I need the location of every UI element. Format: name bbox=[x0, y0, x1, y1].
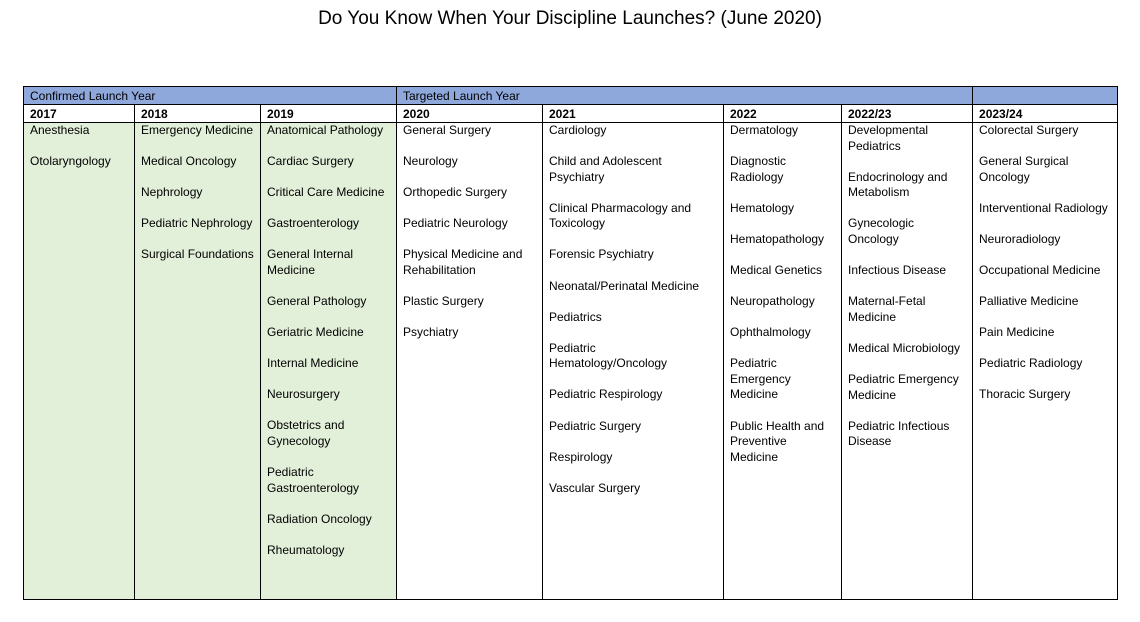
discipline-item: Otolaryngology bbox=[30, 154, 111, 169]
discipline-item: Endocrinology and Metabolism bbox=[848, 169, 948, 200]
discipline-item: Neuroradiology bbox=[979, 231, 1061, 246]
year-header: 2023/24 bbox=[973, 105, 1118, 123]
discipline-column-2020 bbox=[397, 123, 543, 600]
discipline-item: General Pathology bbox=[267, 294, 367, 309]
discipline-column-2018 bbox=[135, 123, 261, 600]
discipline-item: Pediatric Gastroenterology bbox=[267, 465, 360, 495]
discipline-item: Pediatric Hematology/Oncology bbox=[549, 340, 668, 371]
year-header: 2020 bbox=[397, 105, 543, 123]
discipline-item: Pediatric Surgery bbox=[549, 418, 642, 433]
discipline-item: Developmental Pediatrics bbox=[848, 123, 929, 153]
discipline-item: Pediatric Respirology bbox=[549, 387, 663, 402]
discipline-item: Plastic Surgery bbox=[403, 294, 484, 309]
discipline-item: General Internal Medicine bbox=[267, 247, 354, 277]
year-header: 2017 bbox=[24, 105, 135, 123]
discipline-item: Nephrology bbox=[141, 185, 203, 200]
discipline-item: Surgical Foundations bbox=[141, 247, 254, 262]
discipline-item: Medical Genetics bbox=[730, 262, 823, 277]
empty-group-header bbox=[973, 87, 1118, 105]
discipline-item: Occupational Medicine bbox=[979, 262, 1101, 277]
discipline-column-2022 bbox=[724, 123, 842, 600]
discipline-item: Medical Oncology bbox=[141, 154, 237, 169]
discipline-item: Vascular Surgery bbox=[549, 480, 641, 495]
discipline-item: Hematology bbox=[730, 200, 795, 215]
discipline-item: Orthopedic Surgery bbox=[403, 185, 508, 200]
discipline-item: Anesthesia bbox=[30, 123, 90, 137]
year-header: 2022 bbox=[724, 105, 842, 123]
discipline-item: Pediatric Emergency Medicine bbox=[730, 356, 791, 402]
discipline-item: Critical Care Medicine bbox=[267, 185, 385, 200]
discipline-item: General Surgery bbox=[403, 123, 492, 137]
discipline-item: General Surgical Oncology bbox=[979, 154, 1069, 184]
discipline-item: Cardiac Surgery bbox=[267, 154, 354, 169]
discipline-item: Rheumatology bbox=[267, 542, 345, 557]
discipline-item: Gastroenterology bbox=[267, 216, 360, 231]
discipline-item: Anatomical Pathology bbox=[267, 123, 384, 137]
discipline-column-2017 bbox=[24, 123, 135, 600]
discipline-item: Respirology bbox=[549, 449, 613, 464]
launch-table bbox=[23, 86, 1118, 600]
discipline-item: Interventional Radiology bbox=[979, 200, 1108, 215]
discipline-item: Child and Adolescent Psychiatry bbox=[549, 154, 662, 184]
discipline-item: Physical Medicine and Rehabilitation bbox=[403, 247, 523, 277]
discipline-item: Ophthalmology bbox=[730, 325, 811, 340]
discipline-item: Internal Medicine bbox=[267, 356, 359, 371]
discipline-item: Diagnostic Radiology bbox=[730, 154, 787, 184]
discipline-column-2023-24 bbox=[973, 123, 1118, 600]
page-title: Do You Know When Your Discipline Launches? (June 2020) bbox=[318, 8, 822, 29]
discipline-item: Pediatric Infectious Disease bbox=[848, 418, 950, 449]
year-header: 2022/23 bbox=[842, 105, 973, 123]
discipline-item: Maternal-Fetal Medicine bbox=[848, 294, 926, 324]
discipline-item: Cardiology bbox=[549, 123, 607, 137]
year-header: 2019 bbox=[261, 105, 397, 123]
discipline-item: Palliative Medicine bbox=[979, 294, 1079, 309]
discipline-item: Pain Medicine bbox=[979, 325, 1055, 340]
confirmed-launch-header: Confirmed Launch Year bbox=[24, 87, 397, 105]
discipline-item: Pediatrics bbox=[549, 309, 602, 324]
discipline-item: Obstetrics and Gynecology bbox=[267, 418, 345, 449]
discipline-item: Neurosurgery bbox=[267, 387, 340, 402]
discipline-item: Infectious Disease bbox=[848, 263, 947, 278]
discipline-item: Pediatric Nephrology bbox=[141, 216, 253, 231]
targeted-launch-header: Targeted Launch Year bbox=[397, 87, 973, 105]
discipline-item: Psychiatry bbox=[403, 325, 459, 340]
discipline-item: Clinical Pharmacology and Toxicology bbox=[549, 200, 692, 231]
discipline-item: Hematopathology bbox=[730, 231, 825, 246]
year-header: 2021 bbox=[543, 105, 724, 123]
discipline-item: Pediatric Radiology bbox=[979, 356, 1083, 371]
discipline-item: Radiation Oncology bbox=[267, 511, 372, 526]
discipline-column-2019 bbox=[261, 123, 397, 600]
discipline-item: Neuropathology bbox=[730, 294, 815, 309]
year-header: 2018 bbox=[135, 105, 261, 123]
discipline-item: Thoracic Surgery bbox=[979, 387, 1071, 402]
discipline-item: Colorectal Surgery bbox=[979, 123, 1079, 137]
discipline-item: Gynecologic Oncology bbox=[848, 216, 915, 246]
discipline-item: Neurology bbox=[403, 154, 458, 169]
discipline-item: Pediatric Emergency Medicine bbox=[848, 371, 959, 402]
discipline-item: Neonatal/Perinatal Medicine bbox=[549, 278, 700, 293]
discipline-item: Medical Microbiology bbox=[848, 340, 961, 355]
discipline-column-2022-23 bbox=[842, 123, 973, 600]
discipline-item: Public Health and Preventive Medicine bbox=[730, 418, 825, 464]
discipline-item: Emergency Medicine bbox=[141, 123, 254, 137]
discipline-item: Dermatology bbox=[730, 123, 799, 137]
discipline-item: Pediatric Neurology bbox=[403, 216, 508, 231]
discipline-item: Forensic Psychiatry bbox=[549, 247, 654, 262]
discipline-item: Geriatric Medicine bbox=[267, 325, 364, 340]
discipline-column-2021 bbox=[543, 123, 724, 600]
